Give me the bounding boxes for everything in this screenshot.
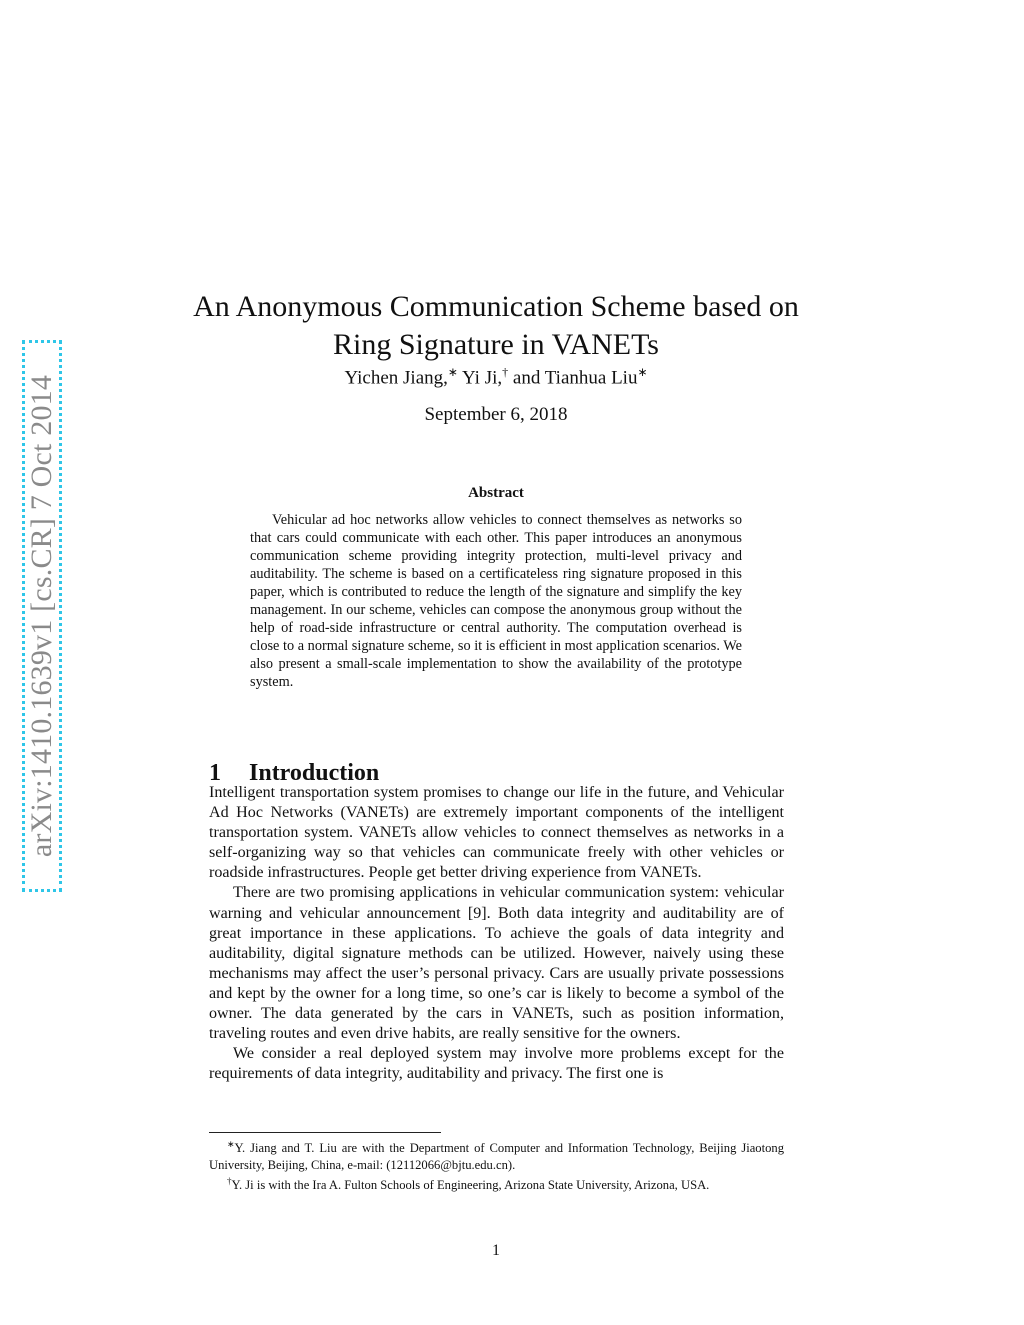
footnote-divider [209,1132,441,1133]
author-1-footnote-mark: ∗ [447,365,458,379]
paper-title [180,288,812,364]
author-2: Yi Ji, [457,367,503,389]
section-title: Introduction [249,759,380,786]
footnote-1 [209,1136,784,1173]
section-number: 1 [209,759,221,786]
footnote-2-mark: † [227,1176,232,1187]
paper-date: September 6, 2018 [424,404,568,425]
paragraph-2: There are two promising applications in vehicular communication system: vehicular warning and vehicular announcement [9]. Both data integrity and auditability are of great importance in these applications. To achieve the goals of data integrity and auditability, digital signature methods can be utilized. However, naively using these mechanisms may affect the user’s personal privacy. Cars are usually private possessions and kept by the owner for a long time, so one’s car is likely to become a symbol of the owner. The data generated by the cars in VANETs, such as position information, traveling routes and even drive habits, are really sensitive for the owners. [209,884,784,1043]
author-list [180,365,812,389]
author-3-footnote-mark: ∗ [637,365,648,379]
paragraph-1: Intelligent transportation system promises to change our life in the future, and Vehicular Ad Hoc Networks (VANETs) are extremely important components of the intelligent transportation system. VANETs allow vehicles to connect themselves as networks in a self-organizing way so that vehicles can communicate freely with other vehicles or roadside infrastructures. People get better driving experience from VANETs. [209,784,784,882]
footnotes [209,1136,784,1194]
introduction-body [209,783,784,1084]
abstract-text: Vehicular ad hoc networks allow vehicles to connect themselves as networks so that cars could communicate with each other. This paper introduces an anonymous communication scheme providing integrity protection, multi-level privacy and auditability. The scheme is based on a certificateless ring signature proposed in this paper, which is contributed to reduce the length of the signature and simplify the key management. In our scheme, vehicles can compose the anonymous group without the help of road-side infrastructure or central authority. The computation overhead is close to a normal signature scheme, so it is efficient in most application scenarios. We also present a small-scale implementation to show the availability of the prototype system. [250,512,742,690]
title-line-2: Ring Signature in VANETs [333,328,659,362]
abstract-heading: Abstract [468,485,524,501]
arxiv-stamp: arXiv:1410.1639v1 [cs.CR] 7 Oct 2014 [25,374,58,858]
author-3: and Tianhua Liu [508,367,638,389]
footnote-2-text: Y. Ji is with the Ira A. Fulton Schools of Engineering, Arizona State University, Arizona, USA. [231,1178,710,1193]
author-1: Yichen Jiang, [344,367,448,389]
footnote-1-text: Y. Jiang and T. Liu are with the Department of Computer and Information Technology, Beijing Jiaotong University, Beijing, China, e-mail: (12112066@bjtu.edu.cn). [209,1141,784,1172]
footnote-2 [209,1173,784,1194]
footnote-1-mark: ∗ [227,1139,235,1149]
title-line-1: An Anonymous Communication Scheme based on [193,290,799,324]
page-number: 1 [492,1242,500,1259]
author-2-footnote-mark: † [502,365,509,379]
paragraph-3: We consider a real deployed system may involve more problems except for the requirements of data integrity, auditability and privacy. The first one is [209,1045,784,1083]
